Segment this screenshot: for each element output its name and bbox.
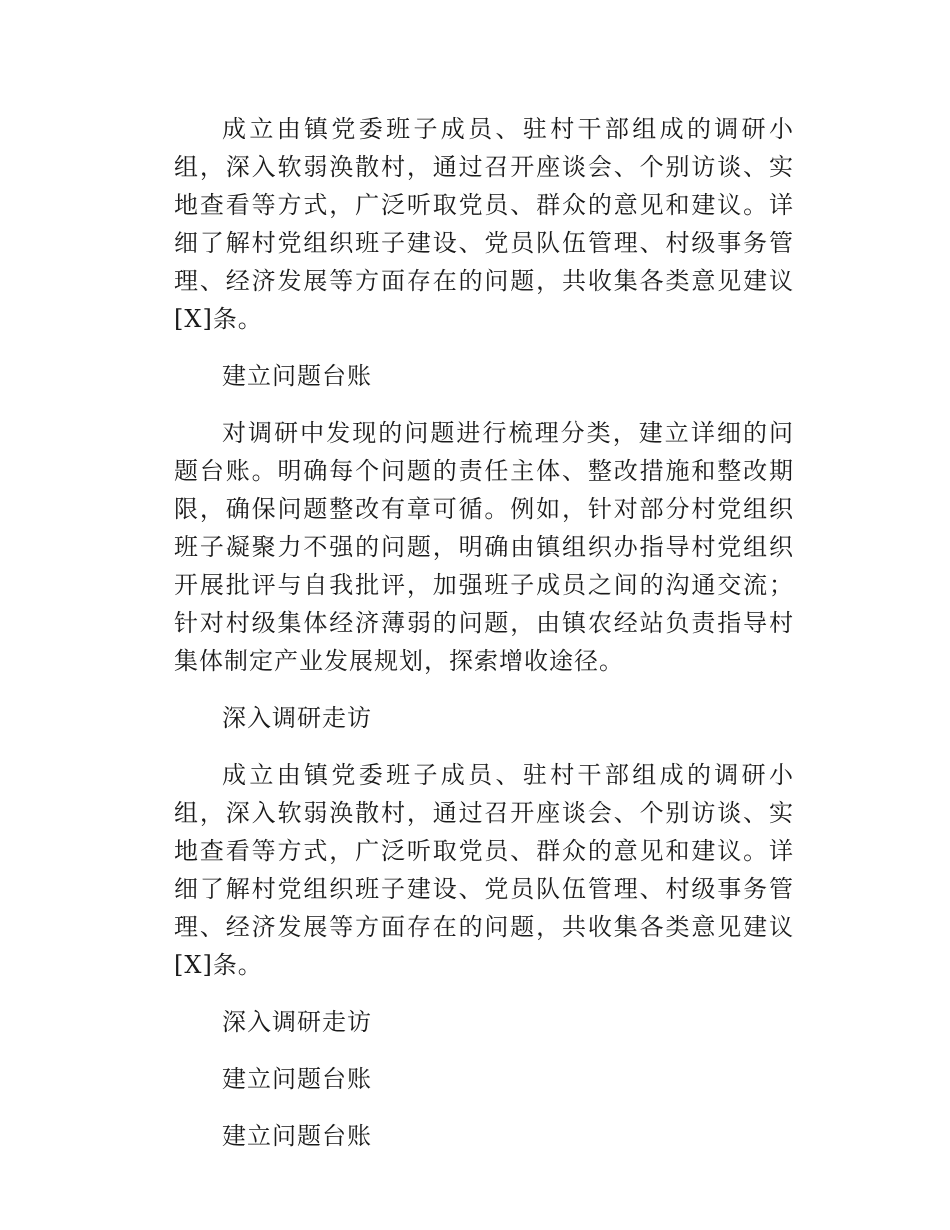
paragraph-body: 成立由镇党委班子成员、驻村干部组成的调研小组，深入软弱涣散村，通过召开座谈会、个别访谈、实地查看等方式，广泛听取党员、群众的意见和建议。详细了解村党组织班子建设、党员队伍管理、村级事务管理、经济发展等方面存在的问题，共收集各类意见建议[X]条。 <box>174 115 794 333</box>
paragraph-body: 对调研中发现的问题进行梳理分类，建立详细的问题台账。明确每个问题的责任主体、整改措施和整改期限，确保问题整改有章可循。例如，针对部分村党组织班子凝聚力不强的问题，明确由镇组织办指导村党组织开展批评与自我批评，加强班子成员之间的沟通交流；针对村级集体经济薄弱的问题，由镇农经站负责指导村集体制定产业发展规划，探索增收途径。 <box>174 419 794 675</box>
paragraph-body: 成立由镇党委班子成员、驻村干部组成的调研小组，深入软弱涣散村，通过召开座谈会、个别访谈、实地查看等方式，广泛听取党员、群众的意见和建议。详细了解村党组织班子建设、党员队伍管理、村级事务管理、经济发展等方面存在的问题，共收集各类意见建议[X]条。 <box>174 761 794 979</box>
document-body <box>174 110 794 1155</box>
section-heading: 建立问题台账 <box>222 1065 372 1093</box>
section-heading: 深入调研走访 <box>222 704 372 732</box>
section-heading: 建立问题台账 <box>222 1122 372 1150</box>
section-heading: 建立问题台账 <box>222 362 372 390</box>
section-heading: 深入调研走访 <box>222 1008 372 1036</box>
